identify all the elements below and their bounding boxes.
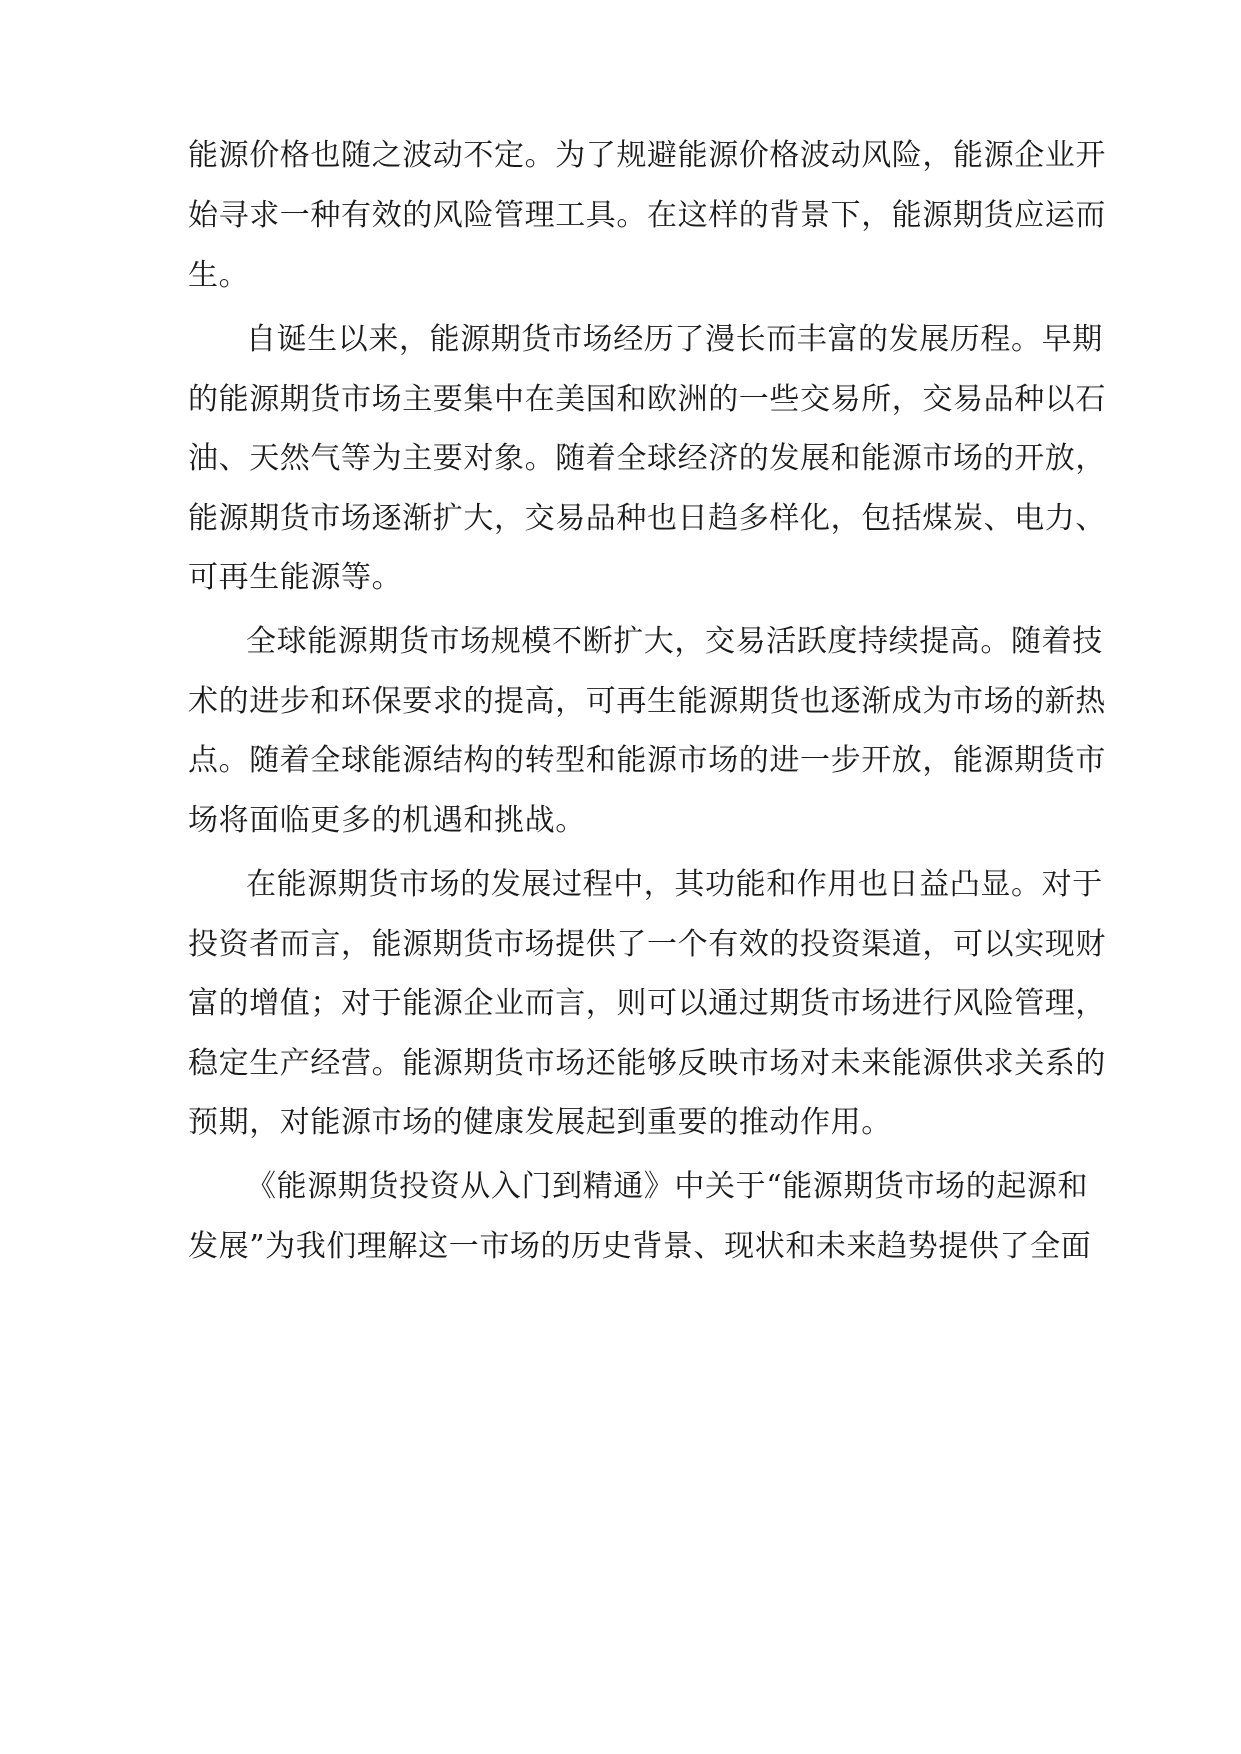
text-line: 油、天然气等为主要对象。随着全球经济的发展和能源市场的开放， (188, 441, 1106, 476)
text-line: 发展”为我们理解这一市场的历史背景、现状和未来趋势提供了全面 (188, 1229, 1092, 1264)
text-line: 能源期货市场逐渐扩大，交易品种也日趋多样化，包括煤炭、电力、 (188, 501, 1106, 536)
text-line: 术的进步和环保要求的提高，可再生能源期货也逐渐成为市场的新热 (188, 684, 1106, 719)
paragraph-first-line: 《能源期货投资从入门到精通》中关于“能源期货市场的起源和 (246, 1169, 1089, 1204)
paragraph-first-line: 全球能源期货市场规模不断扩大，交易活跃度持续提高。随着技 (246, 624, 1103, 659)
paragraph-first-line: 在能源期货市场的发展过程中，其功能和作用也日益凸显。对于 (246, 867, 1103, 902)
text-line: 投资者而言，能源期货市场提供了一个有效的投资渠道，可以实现财 (188, 927, 1106, 962)
text-line: 的能源期货市场主要集中在美国和欧洲的一些交易所，交易品种以石 (188, 382, 1106, 417)
text-line: 可再生能源等。 (188, 560, 403, 595)
text-line: 点。随着全球能源结构的转型和能源市场的进一步开放，能源期货市 (188, 743, 1106, 778)
text-line: 场将面临更多的机遇和挑战。 (188, 803, 586, 838)
text-line: 能源价格也随之波动不定。为了规避能源价格波动风险，能源企业开 (188, 138, 1106, 173)
text-line: 生。 (188, 258, 250, 293)
text-line: 预期，对能源市场的健康发展起到重要的推动作用。 (188, 1105, 892, 1140)
text-line: 富的增值；对于能源企业而言，则可以通过期货市场进行风险管理， (188, 986, 1106, 1021)
text-line: 始寻求一种有效的风险管理工具。在这样的背景下，能源期货应运而 (188, 198, 1106, 233)
paragraph-first-line: 自诞生以来，能源期货市场经历了漫长而丰富的发展历程。早期 (246, 322, 1103, 357)
text-line: 稳定生产经营。能源期货市场还能够反映市场对未来能源供求关系的 (188, 1046, 1106, 1081)
